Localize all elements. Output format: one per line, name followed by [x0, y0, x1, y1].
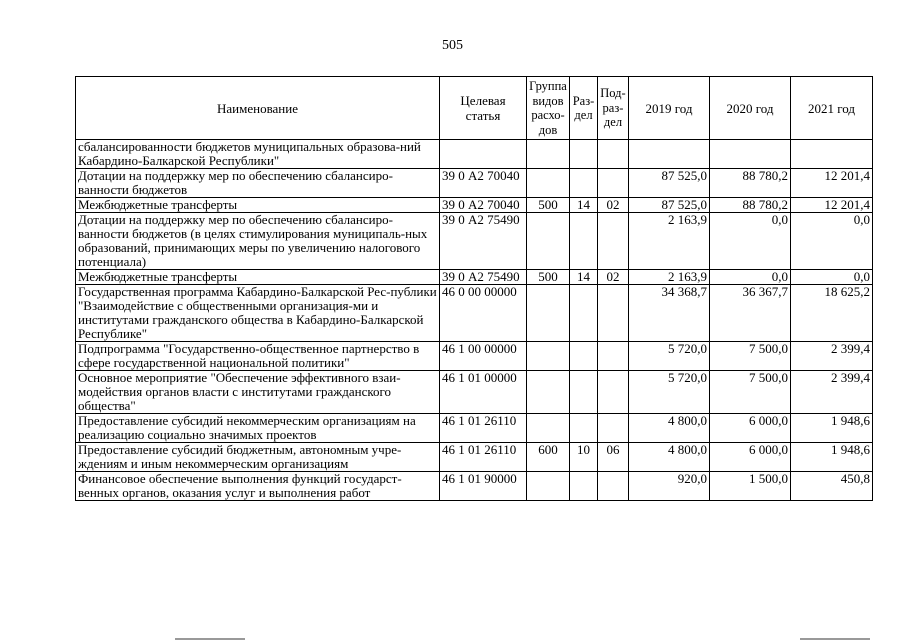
row-name: сбалансированности бюджетов муниципальных образова-ний Кабардино-Балкарской Республики" — [76, 140, 440, 169]
row-target-code: 39 0 А2 75490 — [440, 213, 527, 270]
row-group — [527, 140, 570, 169]
table-row — [76, 371, 873, 414]
row-2019-value: 2 163,9 — [629, 213, 710, 270]
row-target-code: 39 0 А2 70040 — [440, 169, 527, 198]
row-subsection — [598, 472, 629, 501]
row-2021-value: 0,0 — [791, 270, 873, 285]
row-name: Государственная программа Кабардино-Балкарской Рес-публики "Взаимодействие с общественными организация-ми и институтами гражданского общества в Кабардино-Балкарской Республике" — [76, 285, 440, 342]
row-target-code: 46 1 01 90000 — [440, 472, 527, 501]
header-group: Группа видов расхо- дов — [527, 77, 570, 140]
row-2019-value: 87 525,0 — [629, 169, 710, 198]
row-group — [527, 169, 570, 198]
row-2021-value: 2 399,4 — [791, 371, 873, 414]
row-section — [570, 414, 598, 443]
row-name: Межбюджетные трансферты — [76, 198, 440, 213]
row-subsection: 02 — [598, 270, 629, 285]
row-group: 500 — [527, 198, 570, 213]
row-2020-value: 6 000,0 — [710, 443, 791, 472]
table-row — [76, 285, 873, 342]
row-group — [527, 342, 570, 371]
row-section — [570, 140, 598, 169]
row-2019-value: 920,0 — [629, 472, 710, 501]
row-2020-value: 6 000,0 — [710, 414, 791, 443]
row-subsection — [598, 169, 629, 198]
row-subsection: 02 — [598, 198, 629, 213]
row-section: 10 — [570, 443, 598, 472]
table-row — [76, 213, 873, 270]
row-section — [570, 371, 598, 414]
row-name: Дотации на поддержку мер по обеспечению сбалансиро-ванности бюджетов — [76, 169, 440, 198]
row-2019-value — [629, 140, 710, 169]
row-2021-value: 1 948,6 — [791, 414, 873, 443]
row-name: Предоставление субсидий бюджетным, автономным учре-ждениям и иным некоммерческим организациям — [76, 443, 440, 472]
header-section: Раз- дел — [570, 77, 598, 140]
row-target-code — [440, 140, 527, 169]
row-2021-value: 450,8 — [791, 472, 873, 501]
row-2021-value: 18 625,2 — [791, 285, 873, 342]
row-target-code: 46 1 01 26110 — [440, 443, 527, 472]
row-2021-value: 2 399,4 — [791, 342, 873, 371]
row-2020-value: 88 780,2 — [710, 169, 791, 198]
row-2021-value — [791, 140, 873, 169]
row-target-code: 39 0 А2 70040 — [440, 198, 527, 213]
row-2021-value: 0,0 — [791, 213, 873, 270]
row-name: Предоставление субсидий некоммерческим организациям на реализацию социально значимых проектов — [76, 414, 440, 443]
table-row — [76, 342, 873, 371]
budget-table — [75, 76, 873, 501]
row-2019-value: 2 163,9 — [629, 270, 710, 285]
row-section — [570, 472, 598, 501]
row-2020-value: 88 780,2 — [710, 198, 791, 213]
row-group — [527, 213, 570, 270]
row-subsection: 06 — [598, 443, 629, 472]
row-section: 14 — [570, 270, 598, 285]
table-row — [76, 414, 873, 443]
row-2019-value: 4 800,0 — [629, 443, 710, 472]
row-2020-value: 36 367,7 — [710, 285, 791, 342]
header-subsection: Под- раз- дел — [598, 77, 629, 140]
row-group: 600 — [527, 443, 570, 472]
row-2020-value — [710, 140, 791, 169]
table-body — [76, 140, 873, 501]
table-row — [76, 198, 873, 213]
table-header-row — [76, 77, 873, 140]
row-subsection — [598, 414, 629, 443]
row-2020-value: 7 500,0 — [710, 342, 791, 371]
header-2020: 2020 год — [710, 77, 791, 140]
row-subsection — [598, 213, 629, 270]
header-target: Целевая статья — [440, 77, 527, 140]
row-2021-value: 1 948,6 — [791, 443, 873, 472]
row-2019-value: 5 720,0 — [629, 371, 710, 414]
row-2019-value: 87 525,0 — [629, 198, 710, 213]
row-group — [527, 371, 570, 414]
table-row — [76, 472, 873, 501]
row-2020-value: 7 500,0 — [710, 371, 791, 414]
page-number: 505 — [442, 38, 463, 53]
row-name: Финансовое обеспечение выполнения функций государст-венных органов, оказания услуг и выполнения работ — [76, 472, 440, 501]
row-target-code: 46 1 01 26110 — [440, 414, 527, 443]
row-group — [527, 472, 570, 501]
row-group — [527, 414, 570, 443]
row-name: Дотации на поддержку мер по обеспечению сбалансиро-ванности бюджетов (в целях стимулирования муниципаль-ных образований, принимающих меры по увеличению налогового потенциала) — [76, 213, 440, 270]
row-subsection — [598, 285, 629, 342]
table-row — [76, 443, 873, 472]
row-2020-value: 1 500,0 — [710, 472, 791, 501]
header-name: Наименование — [76, 77, 440, 140]
row-2020-value: 0,0 — [710, 213, 791, 270]
row-target-code: 46 1 01 00000 — [440, 371, 527, 414]
row-group: 500 — [527, 270, 570, 285]
row-section: 14 — [570, 198, 598, 213]
row-subsection — [598, 371, 629, 414]
row-2019-value: 5 720,0 — [629, 342, 710, 371]
row-2019-value: 4 800,0 — [629, 414, 710, 443]
row-section — [570, 285, 598, 342]
row-target-code: 46 1 00 00000 — [440, 342, 527, 371]
row-2020-value: 0,0 — [710, 270, 791, 285]
row-section — [570, 342, 598, 371]
row-2019-value: 34 368,7 — [629, 285, 710, 342]
row-section — [570, 213, 598, 270]
table-row — [76, 140, 873, 169]
row-2021-value: 12 201,4 — [791, 169, 873, 198]
table-row — [76, 270, 873, 285]
row-target-code: 39 0 А2 75490 — [440, 270, 527, 285]
row-2021-value: 12 201,4 — [791, 198, 873, 213]
row-subsection — [598, 342, 629, 371]
header-2021: 2021 год — [791, 77, 873, 140]
row-section — [570, 169, 598, 198]
row-subsection — [598, 140, 629, 169]
row-name: Межбюджетные трансферты — [76, 270, 440, 285]
row-group — [527, 285, 570, 342]
row-target-code: 46 0 00 00000 — [440, 285, 527, 342]
table-row — [76, 169, 873, 198]
header-2019: 2019 год — [629, 77, 710, 140]
row-name: Подпрограмма "Государственно-общественное партнерство в сфере государственной национальной политики" — [76, 342, 440, 371]
row-name: Основное мероприятие "Обеспечение эффективного взаи-модействия органов власти с институтами гражданского общества" — [76, 371, 440, 414]
